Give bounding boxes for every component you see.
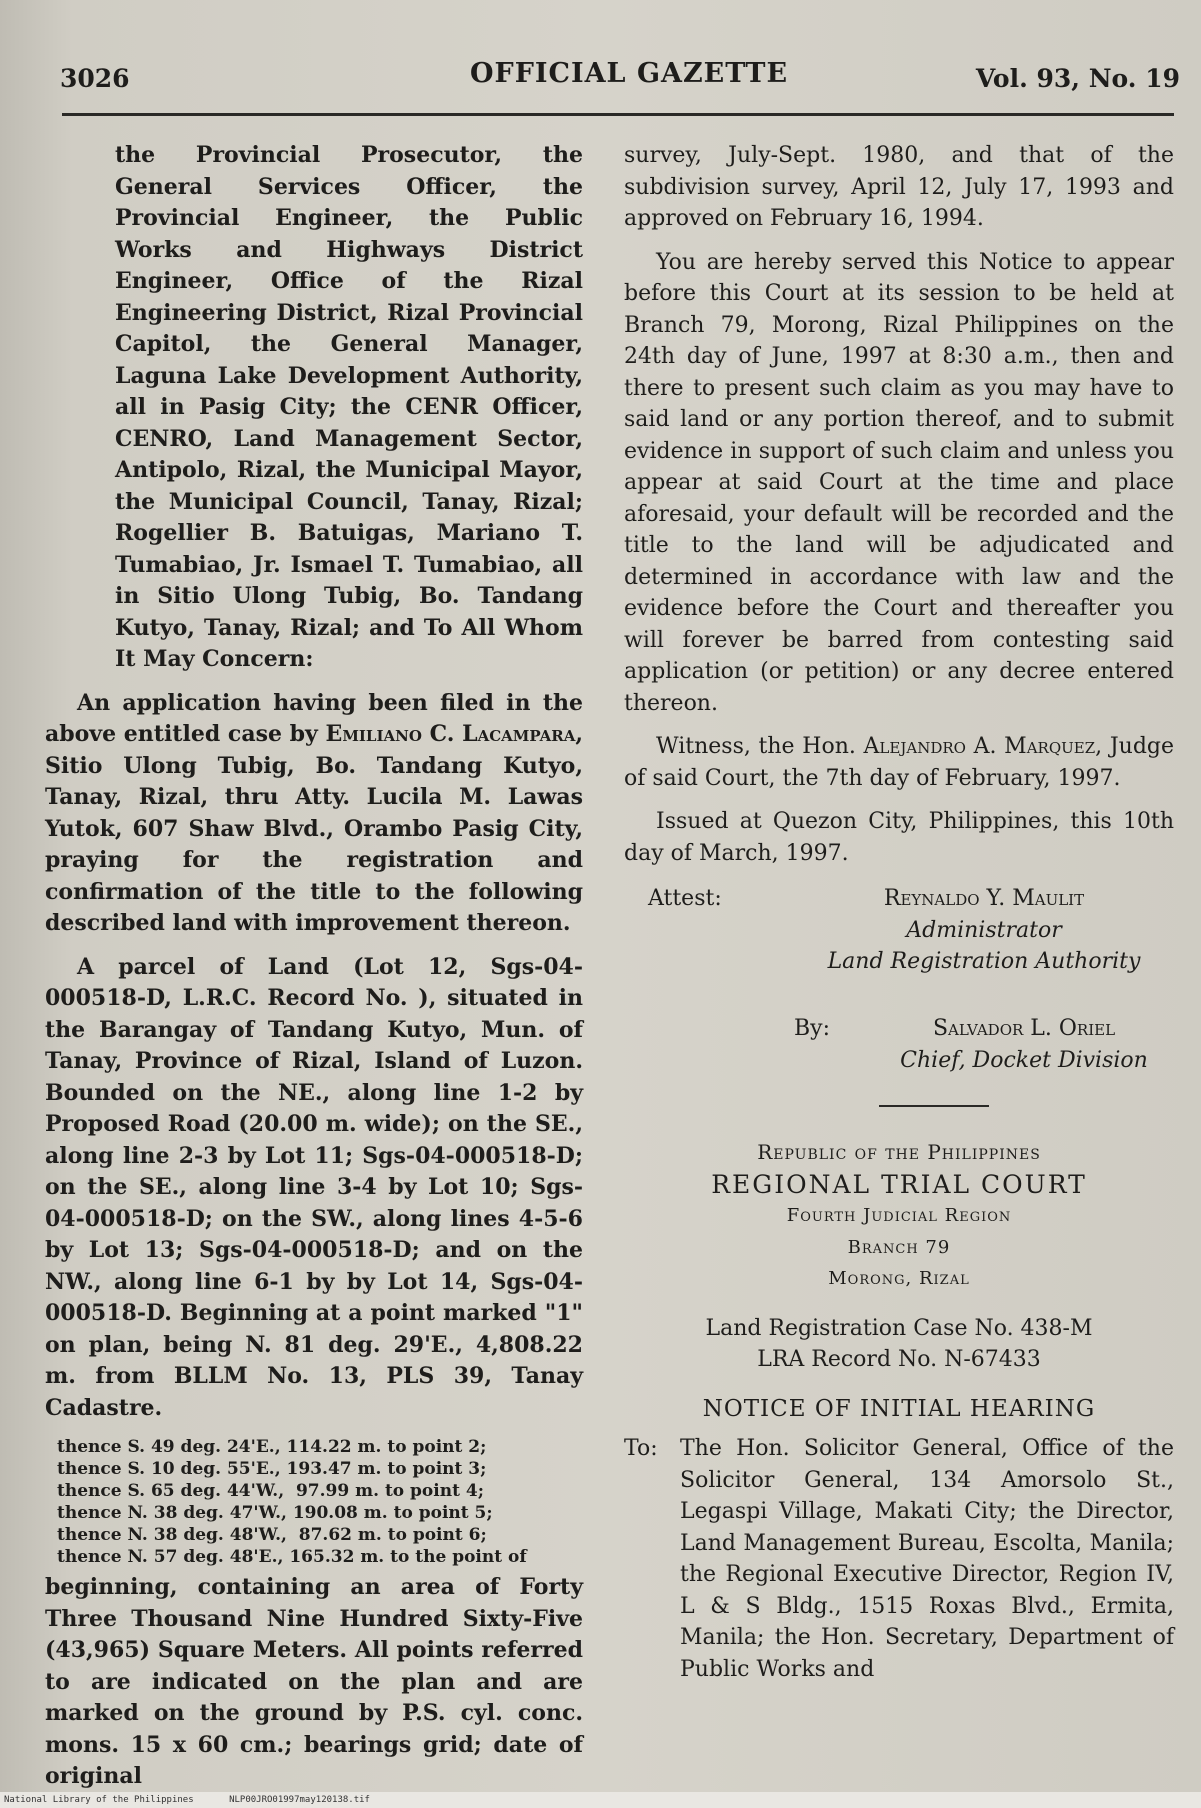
lra-record-number: LRA Record No. N-67433 <box>757 1347 1041 1372</box>
by-label: By: <box>794 1016 831 1041</box>
by-block <box>624 1013 1174 1087</box>
court-heading: REGIONAL TRIAL COURT <box>711 1169 1087 1199</box>
parcel-description: A parcel of Land (Lot 12, Sgs-04-000518-D, L.R.C. Record No. ), situated in the Barangay of Tandang Kutyo, Mun. of Tanay, Province of Rizal, Island of Luzon. Bounded on the NE., along line 1-2 by Proposed Road (20.00 m. wide); on the SE., along line 2-3 by Lot 11; Sgs-04-000518-D; on the SE., along line 3-4 by Lot 10; Sgs-04-000518-D; on the SW., along lines 4-5-6 by Lot 13; Sgs-04-000518-D; and on the NW., along line 6-1 by by Lot 14, Sgs-04-000518-D. Beginning at a point marked "1" on plan, being N. 81 deg. 29'E., 4,808.22 m. from BLLM No. 13, PLS 39, Tanay Cadastre. <box>45 953 583 1421</box>
header-rule <box>62 113 1174 116</box>
survey-courses <box>57 1436 583 1568</box>
to-text: The Hon. Solicitor General, Office of the Solicitor General, 134 Amorsolo St., Legaspi Village, Makati City; the Director, Land Management Bureau, Escolta, Manila; the Regional Executive Director, Region IV, L & S Bldg., 1515 Roxas Blvd., Ermita, Manila; the Hon. Secretary, Department of Public Works and <box>680 1436 1174 1682</box>
addressees-list: the Provincial Prosecutor, the General Services Officer, the Provincial Engineer, the Public Works and Highways District Engineer, Office of the Rizal Engineering District, Rizal Provincial Capitol, the General Manager, Laguna Lake Development Authority, all in Pasig City; the CENR Officer, CENRO, Land Management Sector, Antipolo, Rizal, the Municipal Mayor, the Municipal Council, Tanay, Rizal; Rogellier B. Batuigas, Mariano T. Tumabiao, Jr. Ismael T. Tumabiao, all in Sitio Ulong Tubig, Bo. Tandang Kutyo, Tanay, Rizal; and To All Whom It May Concern: <box>115 142 583 672</box>
notice-title: NOTICE OF INITIAL HEARING <box>702 1395 1096 1422</box>
right-column <box>624 140 1174 1685</box>
signatory-title: Chief, Docket Division <box>900 1047 1148 1073</box>
to-addressees <box>624 1433 1174 1685</box>
attest-label: Attest: <box>648 886 722 911</box>
course-line: thence S. 65 deg. 44'W., 97.99 m. to point 4; <box>57 1481 484 1501</box>
course-line: thence N. 57 deg. 48'E., 165.32 m. to the point of <box>57 1547 527 1567</box>
course-line: thence N. 38 deg. 47'W., 190.08 m. to point 5; <box>57 1503 493 1523</box>
scan-footer <box>0 1792 1201 1808</box>
case-number: Land Registration Case No. 438-M <box>705 1315 1093 1341</box>
area-paragraph: beginning, containing an area of Forty Three Thousand Nine Hundred Sixty-Five (43,965) Square Meters. All points referred to are indicated on the plan and are marked on the ground by P.S. cyl. conc. mons. 15 x 60 cm.; bearings grid; date of original <box>45 1574 583 1789</box>
witness-intro: Witness, the Hon. <box>656 734 864 759</box>
application-body: , Sitio Ulong Tubig, Bo. Tandang Kutyo, Tanay, Rizal, thru Atty. Lucila M. Lawas Yutok, 607 Shaw Blvd., Orambo Pasig City, praying for the registration and confirmation of the title to the following described land with improvement thereon. <box>45 721 584 936</box>
witness-body: , Judge of said Court, the 7th day of February, 1997. <box>624 734 1175 791</box>
application-paragraph <box>45 688 583 940</box>
signatory-name: Salvador L. Oriel <box>932 1016 1116 1041</box>
left-column <box>45 140 583 1805</box>
page-header <box>60 58 1180 102</box>
section-divider <box>879 1105 989 1107</box>
attest-block <box>624 883 1174 1013</box>
issued-paragraph: Issued at Quezon City, Philippines, this 10th day of March, 1997. <box>624 809 1174 866</box>
to-label: To: <box>624 1436 658 1461</box>
publication-title: OFFICIAL GAZETTE <box>470 58 789 89</box>
region-heading: Fourth Judicial Region <box>786 1205 1012 1226</box>
signatory-title: Administrator <box>906 917 1062 943</box>
notice-paragraph: You are hereby served this Notice to appear before this Court at its session to be held at Branch 79, Morong, Rizal Philippines on the 24th day of June, 1997 at 8:30 a.m., then and there to present such claim as you may have to said land or any portion thereof, and to submit evidence in support of such claim and unless you appear at said Court at the time and place aforesaid, your default will be recorded and the title to the land will be adjudicated and determined in accordance with law and the evidence before the Court and thereafter you will forever be barred from contesting said application (or petition) or any decree entered thereon. <box>624 249 1174 716</box>
republic-heading: Republic of the Philippines <box>757 1140 1041 1164</box>
signatory-org: Land Registration Authority <box>827 949 1141 974</box>
judge-name: Alejandro A. Marquez <box>863 734 1096 759</box>
signatory-administrator <box>794 883 1174 978</box>
place-heading: Morong, Rizal <box>828 1268 970 1289</box>
scan-filename: NLP00JRO01997may120138.tif <box>229 1795 370 1805</box>
branch-heading: Branch 79 <box>847 1236 951 1258</box>
page-number: 3026 <box>60 64 130 93</box>
witness-paragraph <box>624 731 1174 794</box>
course-line: thence S. 49 deg. 24'E., 114.22 m. to point 2; <box>57 1437 487 1457</box>
course-line: thence S. 10 deg. 55'E., 193.47 m. to point 3; <box>57 1459 487 1479</box>
signatory-docket-chief <box>874 1013 1174 1076</box>
course-line: thence N. 38 deg. 48'W., 87.62 m. to point 6; <box>57 1525 487 1545</box>
survey-dates: survey, July-Sept. 1980, and that of the subdivision survey, April 12, July 17, 1993 and approved on February 16, 1994. <box>624 143 1174 231</box>
signatory-name: Reynaldo Y. Maulit <box>883 886 1085 911</box>
application-intro: An application having been filed in the above entitled case by <box>45 689 583 747</box>
applicant-name: Emiliano C. Lacampara <box>325 721 576 747</box>
library-credit: National Library of the Philippines <box>4 1795 194 1805</box>
volume-number: Vol. 93, No. 19 <box>975 64 1180 93</box>
